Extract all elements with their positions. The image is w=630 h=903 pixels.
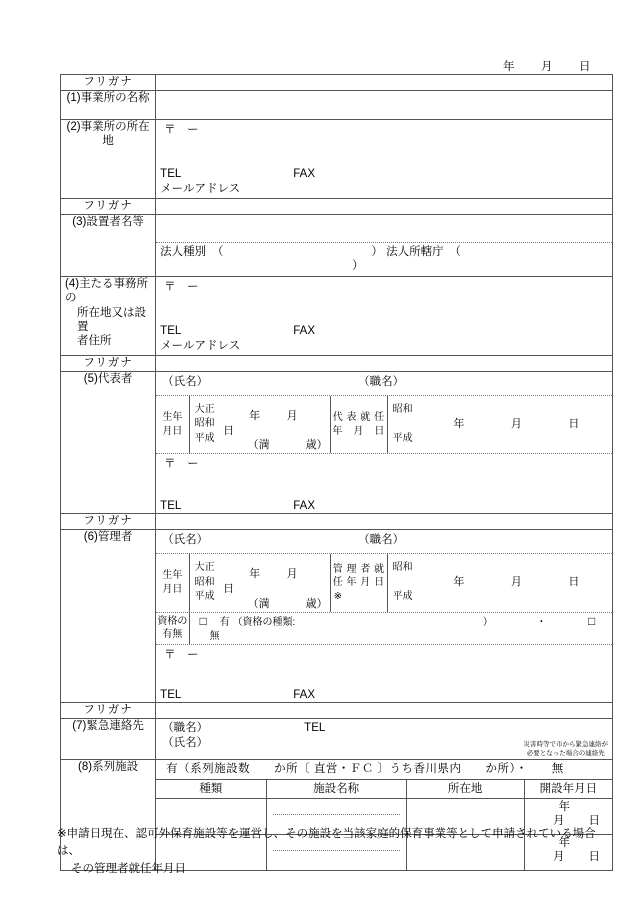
representative-dates-block bbox=[156, 396, 612, 455]
label-manager-no: (6) bbox=[83, 531, 98, 544]
row-furigana-3 bbox=[61, 355, 613, 371]
header-year-label: 年 bbox=[503, 61, 515, 73]
mgr-appoint-l1: 管 理 者 就 bbox=[332, 563, 385, 575]
zip-mark-icon: 〒 bbox=[164, 458, 177, 471]
furigana-label-3: フリガナ bbox=[61, 355, 156, 371]
appoint-day-label: 日 bbox=[568, 418, 580, 431]
row-office-address bbox=[61, 120, 613, 199]
representative-zip-line[interactable] bbox=[156, 454, 612, 471]
manager-zip-line[interactable] bbox=[156, 645, 612, 662]
main-office-email-label: メールアドレス bbox=[160, 339, 241, 352]
label-founder-name-no: (3) bbox=[72, 216, 87, 228]
mgr-birthdate-label-l1: 生年 bbox=[162, 570, 183, 582]
footnote bbox=[57, 826, 617, 878]
representative-address-input[interactable] bbox=[156, 472, 612, 499]
row-furigana-2 bbox=[61, 199, 613, 215]
mgr-appoint-month-label: 月 bbox=[510, 576, 523, 589]
appoint-era-showa: 昭和 bbox=[392, 403, 413, 415]
mgr-appoint-l2: 任 年 月 日 bbox=[332, 577, 385, 589]
office-fax-label: FAX bbox=[293, 168, 315, 181]
corp-type-close: ） bbox=[371, 246, 383, 258]
label-emergency-text: 緊急連絡先 bbox=[86, 720, 144, 733]
office-tel-label: TEL bbox=[160, 168, 182, 181]
qualification-no-label: 無 bbox=[209, 630, 220, 642]
manager-tel-line[interactable] bbox=[156, 688, 612, 702]
label-manager bbox=[61, 530, 156, 703]
manager-address-block bbox=[156, 645, 612, 703]
corp-type-line[interactable] bbox=[156, 243, 612, 276]
representative-appointment-era[interactable] bbox=[387, 396, 421, 454]
manager-date-table bbox=[156, 554, 612, 612]
representative-title-label: （職名） bbox=[358, 375, 405, 388]
appoint-era-heisei: 平成 bbox=[392, 432, 413, 444]
label-emergency-contact bbox=[61, 719, 156, 760]
zip-mark-icon: 〒 bbox=[164, 124, 177, 136]
main-office-address-input[interactable] bbox=[156, 294, 612, 324]
label-office-name-text: 事業所の名称 bbox=[80, 92, 150, 104]
row-furigana-1 bbox=[61, 75, 613, 91]
representative-tel-label: TEL bbox=[160, 499, 182, 512]
label-main-office-l3: 者住所 bbox=[77, 335, 112, 348]
label-main-office-text1: 主たる事務所の bbox=[65, 277, 149, 305]
rep-appoint-l2: 年 月 日 bbox=[332, 425, 385, 437]
label-main-office-no: (4) bbox=[65, 277, 80, 290]
affiliated-col-type: 種類 bbox=[156, 780, 266, 799]
representative-birth-era[interactable] bbox=[189, 396, 223, 454]
mgr-appoint-era-showa: 昭和 bbox=[392, 562, 413, 574]
manager-title-label: （職名） bbox=[358, 534, 405, 547]
furigana-label-5: フリガナ bbox=[61, 703, 156, 719]
qualification-type-label: （資格の種類: bbox=[232, 617, 296, 629]
row1-month-label: 月 bbox=[553, 815, 565, 828]
label-representative bbox=[61, 371, 156, 513]
header-day-label: 日 bbox=[579, 61, 591, 73]
row2-month-label: 月 bbox=[553, 851, 565, 864]
header-month-label: 月 bbox=[541, 61, 553, 73]
manager-age-row bbox=[223, 597, 330, 612]
manager-qualification-block bbox=[156, 613, 612, 645]
manager-tel-label: TEL bbox=[160, 688, 182, 701]
label-representative-no: (5) bbox=[83, 372, 98, 385]
row2-day-label: 日 bbox=[588, 851, 600, 864]
manager-birth-era[interactable] bbox=[189, 554, 223, 612]
qualification-label-l2: 有無 bbox=[162, 629, 183, 641]
birth-month-label: 月 bbox=[286, 409, 299, 422]
representative-tel-line[interactable] bbox=[156, 499, 612, 513]
zip-dash: ー bbox=[187, 280, 200, 293]
main-office-address-group bbox=[156, 276, 613, 355]
representative-age-row bbox=[223, 438, 330, 453]
furigana-label-4: フリガナ bbox=[61, 514, 156, 530]
representative-fax-label: FAX bbox=[293, 499, 315, 512]
manager-appointment-ymd[interactable] bbox=[421, 554, 612, 612]
mgr-appoint-year-label: 年 bbox=[453, 576, 465, 589]
mgr-birth-month-label: 月 bbox=[286, 568, 299, 581]
manager-birth-ymd-row bbox=[223, 567, 330, 597]
main-office-zip-line[interactable] bbox=[156, 277, 612, 294]
label-manager-text: 管理者 bbox=[97, 531, 133, 544]
row-furigana-4 bbox=[61, 514, 613, 530]
emergency-title-label: （職名） bbox=[162, 722, 209, 735]
zip-mark-icon: 〒 bbox=[164, 280, 177, 293]
manager-birth-ymd[interactable] bbox=[223, 554, 330, 612]
founder-name-input[interactable] bbox=[156, 215, 612, 243]
zip-dash: ー bbox=[187, 458, 200, 471]
emergency-note-l1: 災害時等で市から緊急連絡が bbox=[523, 740, 608, 748]
qualification-separator: ・ bbox=[536, 617, 547, 629]
age-close-label: 歳） bbox=[305, 439, 328, 452]
appoint-year-label: 年 bbox=[453, 418, 465, 431]
main-office-tel-line[interactable] bbox=[156, 324, 612, 338]
qualification-type-close: ） bbox=[482, 617, 493, 629]
footnote-line-1: ※申請日現在、認可外保育施設等を運営し、その施設を当該家庭的保育事業等として申請されている場合は、 bbox=[57, 828, 596, 858]
label-representative-text: 代表者 bbox=[97, 372, 133, 385]
mgr-birth-year-label: 年 bbox=[249, 568, 261, 581]
representative-birth-ymd[interactable] bbox=[223, 396, 330, 454]
emergency-contact-group bbox=[156, 719, 613, 760]
zip-dash: ー bbox=[187, 648, 200, 661]
manager-qualification-table bbox=[156, 613, 612, 644]
mgr-appoint-day-label: 日 bbox=[568, 576, 580, 589]
manager-appointment-era[interactable] bbox=[387, 554, 421, 612]
furigana-input-4[interactable] bbox=[156, 514, 613, 530]
corp-authority-label: 法人所轄庁 （ bbox=[386, 246, 461, 258]
mgr-age-close-label: 歳） bbox=[305, 597, 328, 610]
label-office-address-text: 事業所の所在地 bbox=[80, 121, 150, 148]
representative-appointment-label bbox=[330, 396, 387, 454]
mgr-appoint-era-heisei: 平成 bbox=[392, 591, 413, 603]
emergency-title-line[interactable] bbox=[162, 721, 606, 735]
label-office-address bbox=[61, 120, 156, 199]
office-zip-line[interactable] bbox=[156, 120, 612, 137]
representative-appointment-ymd-row bbox=[421, 417, 612, 432]
row-emergency-contact bbox=[61, 719, 613, 760]
label-main-office-l1 bbox=[65, 277, 155, 306]
mgr-era-heisei: 平成 bbox=[194, 591, 215, 603]
label-founder-name-text: 設置者名等 bbox=[86, 216, 144, 228]
row2-year-label: 年 bbox=[558, 837, 571, 850]
mgr-age-open-label: （満 bbox=[247, 597, 270, 610]
emergency-tel-label: TEL bbox=[304, 722, 326, 735]
birth-day-label: 日 bbox=[223, 424, 235, 437]
furigana-label-1: フリガナ bbox=[61, 75, 156, 91]
row-furigana-5 bbox=[61, 703, 613, 719]
main-office-tel-label: TEL bbox=[160, 325, 182, 338]
emergency-contact-block bbox=[156, 719, 612, 759]
corp-authority-close: ） bbox=[352, 260, 364, 273]
manager-group bbox=[156, 530, 613, 703]
mgr-era-taisho: 大正 bbox=[194, 562, 215, 574]
affiliated-table-header bbox=[156, 780, 612, 799]
row-representative bbox=[61, 371, 613, 513]
zip-dash: ー bbox=[187, 124, 200, 136]
label-founder-name bbox=[61, 215, 156, 277]
representative-name-line[interactable] bbox=[156, 372, 612, 396]
qualification-no-checkbox[interactable]: □ bbox=[587, 614, 596, 629]
office-name-input[interactable] bbox=[156, 91, 613, 120]
furigana-input-1[interactable] bbox=[156, 75, 613, 91]
birthdate-label-l2: 月日 bbox=[162, 425, 183, 437]
manager-dates-block bbox=[156, 554, 612, 613]
zip-mark-icon: 〒 bbox=[164, 648, 177, 661]
rep-appoint-l1: 代 表 就 任 bbox=[332, 412, 385, 424]
manager-appointment-ymd-row bbox=[421, 575, 612, 590]
mgr-era-showa: 昭和 bbox=[194, 576, 215, 588]
dotted-divider bbox=[273, 814, 400, 815]
row1-day-label: 日 bbox=[588, 815, 600, 828]
birth-year-label: 年 bbox=[249, 409, 261, 422]
main-office-fax-label: FAX bbox=[293, 325, 315, 338]
qualification-yes-label: 有 bbox=[219, 617, 230, 629]
office-email-label: メールアドレス bbox=[160, 182, 241, 195]
manager-birthdate-label bbox=[156, 554, 189, 612]
main-office-email-line[interactable] bbox=[156, 339, 612, 353]
furigana-input-3[interactable] bbox=[156, 355, 613, 371]
qualification-yes-checkbox[interactable]: □ bbox=[199, 614, 207, 629]
representative-birthdate-label bbox=[156, 396, 189, 454]
label-office-address-no: (2) bbox=[66, 121, 81, 133]
label-affiliated-text: 系列施設 bbox=[92, 761, 139, 774]
row1-year-label: 年 bbox=[558, 801, 571, 814]
qualification-body bbox=[189, 613, 612, 644]
emergency-name-label: （氏名） bbox=[162, 736, 209, 749]
manager-name-label: （氏名） bbox=[162, 534, 209, 547]
label-emergency-no: (7) bbox=[72, 720, 87, 733]
emergency-note-l2: 必要となった場合の連絡先 bbox=[526, 749, 605, 757]
main-office-address-block bbox=[156, 277, 612, 353]
footnote-line-2: その管理者就任年月日 bbox=[71, 862, 186, 875]
era-taisho: 大正 bbox=[194, 403, 215, 415]
mgr-appoint-note-mark: ※ bbox=[333, 590, 343, 602]
manager-fax-label: FAX bbox=[293, 688, 315, 701]
representative-name-label: （氏名） bbox=[162, 375, 209, 388]
era-showa: 昭和 bbox=[194, 418, 215, 430]
representative-address-block bbox=[156, 454, 612, 513]
office-email-line[interactable] bbox=[156, 182, 612, 196]
emergency-note bbox=[524, 741, 609, 759]
label-office-name-no: (1) bbox=[66, 92, 81, 104]
furigana-label-2: フリガナ bbox=[61, 199, 156, 215]
representative-date-table bbox=[156, 396, 612, 454]
representative-group bbox=[156, 371, 613, 513]
founder-name-group bbox=[156, 215, 613, 277]
furigana-input-2[interactable] bbox=[156, 199, 613, 215]
row-founder-name bbox=[61, 215, 613, 277]
mgr-birth-day-label: 日 bbox=[223, 582, 235, 595]
office-address-block bbox=[156, 120, 612, 196]
row-manager bbox=[61, 530, 613, 703]
age-open-label: （満 bbox=[247, 439, 270, 452]
mgr-birthdate-label-l2: 月日 bbox=[162, 583, 183, 595]
row-office-name bbox=[61, 91, 613, 120]
affiliated-summary-line[interactable]: 有（系列施設数 か所〔 直営・ＦＣ 〕うち香川県内 か所）・ 無 bbox=[156, 760, 612, 779]
affiliated-col-opendate: 開設年月日 bbox=[524, 780, 612, 799]
label-main-office-address bbox=[61, 276, 156, 355]
row-main-office-address bbox=[61, 276, 613, 355]
office-address-input[interactable] bbox=[156, 137, 612, 167]
office-tel-line[interactable] bbox=[156, 167, 612, 181]
label-affiliated-no: (8) bbox=[78, 761, 93, 774]
furigana-input-5[interactable] bbox=[156, 703, 613, 719]
label-main-office-l2: 所在地又は設置 bbox=[77, 306, 146, 333]
qualification-label bbox=[156, 613, 189, 644]
application-form-table bbox=[60, 74, 613, 871]
manager-address-input[interactable] bbox=[156, 662, 612, 688]
affiliated-col-address: 所在地 bbox=[406, 780, 524, 799]
representative-birth-ymd-row bbox=[223, 409, 330, 439]
manager-name-line[interactable] bbox=[156, 530, 612, 554]
representative-appointment-ymd[interactable] bbox=[421, 396, 612, 454]
label-office-name bbox=[61, 91, 156, 120]
affiliated-col-name: 施設名称 bbox=[266, 780, 406, 799]
office-address-group bbox=[156, 120, 613, 199]
era-heisei: 平成 bbox=[194, 432, 215, 444]
manager-appointment-label bbox=[330, 554, 387, 612]
qualification-label-l1: 資格の bbox=[157, 615, 188, 627]
birthdate-label-l1: 生年 bbox=[162, 412, 183, 424]
corp-type-label: 法人種別 （ bbox=[160, 246, 224, 258]
appoint-month-label: 月 bbox=[510, 418, 523, 431]
